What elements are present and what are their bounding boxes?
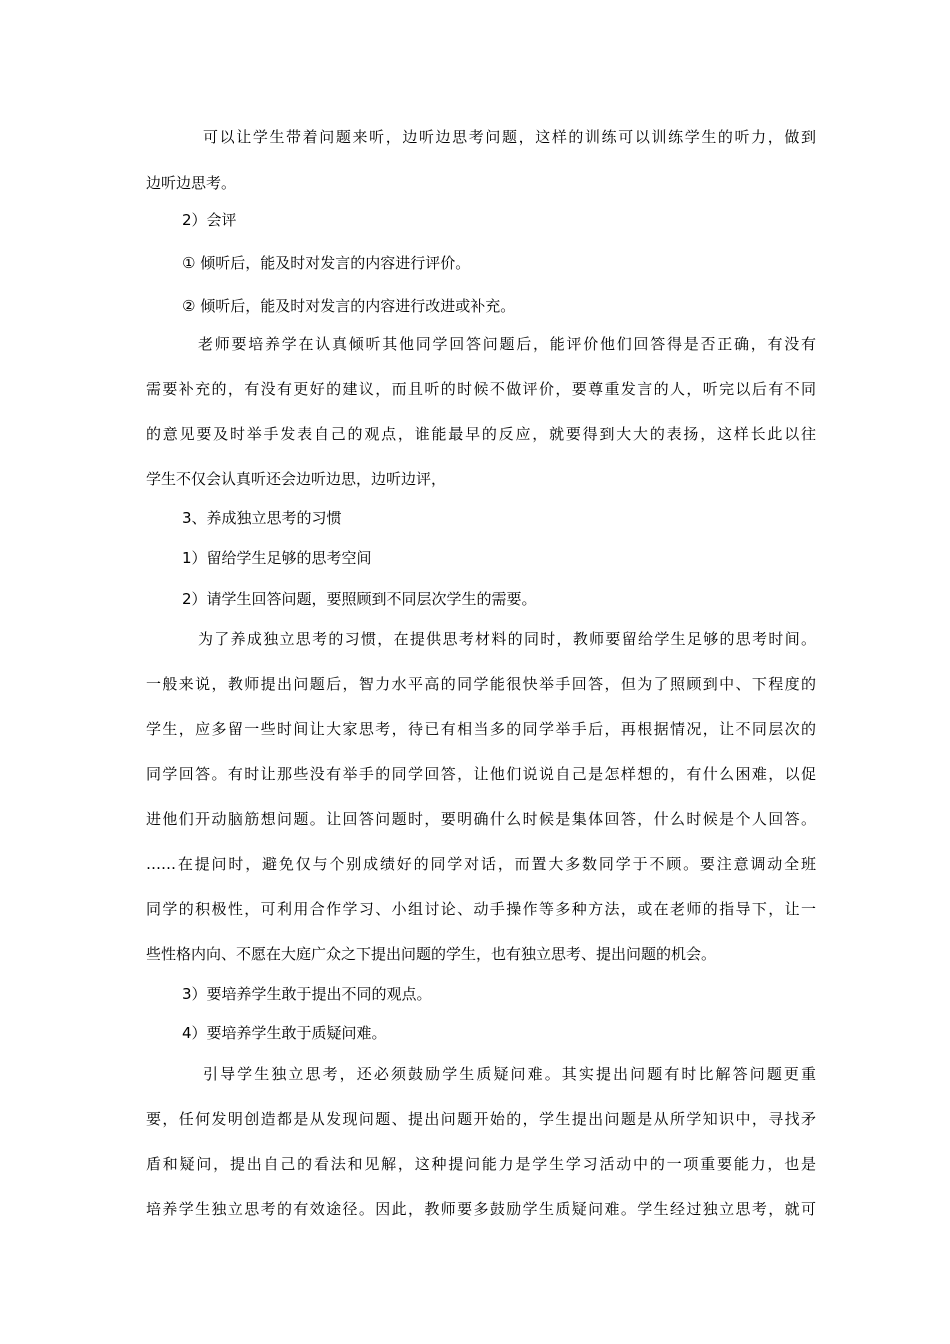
- paragraph-line: 一般来说，教师提出问题后，智力水平高的同学能很快举手回答，但为了照顾到中、下程度的: [146, 675, 816, 693]
- paragraph-line: 为了养成独立思考的习惯，在提供思考材料的同时，教师要留给学生足够的思考时间。: [198, 630, 816, 648]
- paragraph-line: 要，任何发明创造都是从发现问题、提出问题开始的，学生提出问题是从所学知识中，寻找矛: [146, 1110, 816, 1128]
- paragraph-line: 同学的积极性，可利用合作学习、小组讨论、动手操作等多种方法，或在老师的指导下，让一: [146, 900, 816, 918]
- paragraph-line: 些性格内向、不愿在大庭广众之下提出问题的学生，也有独立思考、提出问题的机会。: [146, 945, 717, 963]
- list-item: ② 倾听后，能及时对发言的内容进行改进或补充。: [182, 297, 516, 315]
- list-item-heading: 2）会评: [182, 211, 237, 229]
- paragraph-line: 进他们开动脑筋想问题。让回答问题时，要明确什么时候是集体回答，什么时候是个人回答。: [146, 810, 816, 828]
- list-item-heading: 1）留给学生足够的思考空间: [182, 549, 372, 567]
- paragraph-line: 引导学生独立思考，还必须鼓励学生质疑问难。其实提出问题有时比解答问题更重: [203, 1065, 816, 1083]
- paragraph-line: 学生，应多留一些时间让大家思考，待已有相当多的同学举手后，再根据情况，让不同层次的: [146, 720, 816, 738]
- paragraph-line: 学生不仅会认真听还会边听边思，边听边评，: [146, 470, 447, 488]
- paragraph-line: 边听边思考。: [146, 174, 237, 192]
- paragraph-line: 的意见要及时举手发表自己的观点，谁能最早的反应，就要得到大大的表扬，这样长此以往: [146, 425, 816, 443]
- list-item-heading: 3）要培养学生敢于提出不同的观点。: [182, 985, 432, 1003]
- list-item-heading: 4）要培养学生敢于质疑问难。: [182, 1024, 387, 1042]
- paragraph-line: 盾和疑问，提出自己的看法和见解，这种提问能力是学生学习活动中的一项重要能力，也是: [146, 1155, 816, 1173]
- paragraph-line: 同学回答。有时让那些没有举手的同学回答，让他们说说自己是怎样想的，有什么困难，以促: [146, 765, 816, 783]
- paragraph-line: 老师要培养学在认真倾听其他同学回答问题后，能评价他们回答得是否正确，有没有: [198, 335, 816, 353]
- list-item-heading: 2）请学生回答问题，要照顾到不同层次学生的需要。: [182, 590, 537, 608]
- list-item: ① 倾听后，能及时对发言的内容进行评价。: [182, 254, 471, 272]
- section-heading: 3、养成独立思考的习惯: [182, 509, 342, 527]
- paragraph-line: ……在提问时，避免仅与个别成绩好的同学对话，而置大多数同学于不顾。要注意调动全班: [146, 855, 816, 873]
- paragraph-line: 可以让学生带着问题来听，边听边思考问题，这样的训练可以训练学生的听力，做到: [203, 128, 816, 146]
- paragraph-line: 培养学生独立思考的有效途径。因此，教师要多鼓励学生质疑问难。学生经过独立思考，就可: [146, 1200, 816, 1218]
- paragraph-line: 需要补充的，有没有更好的建议，而且听的时候不做评价，要尊重发言的人，听完以后有不同: [146, 380, 816, 398]
